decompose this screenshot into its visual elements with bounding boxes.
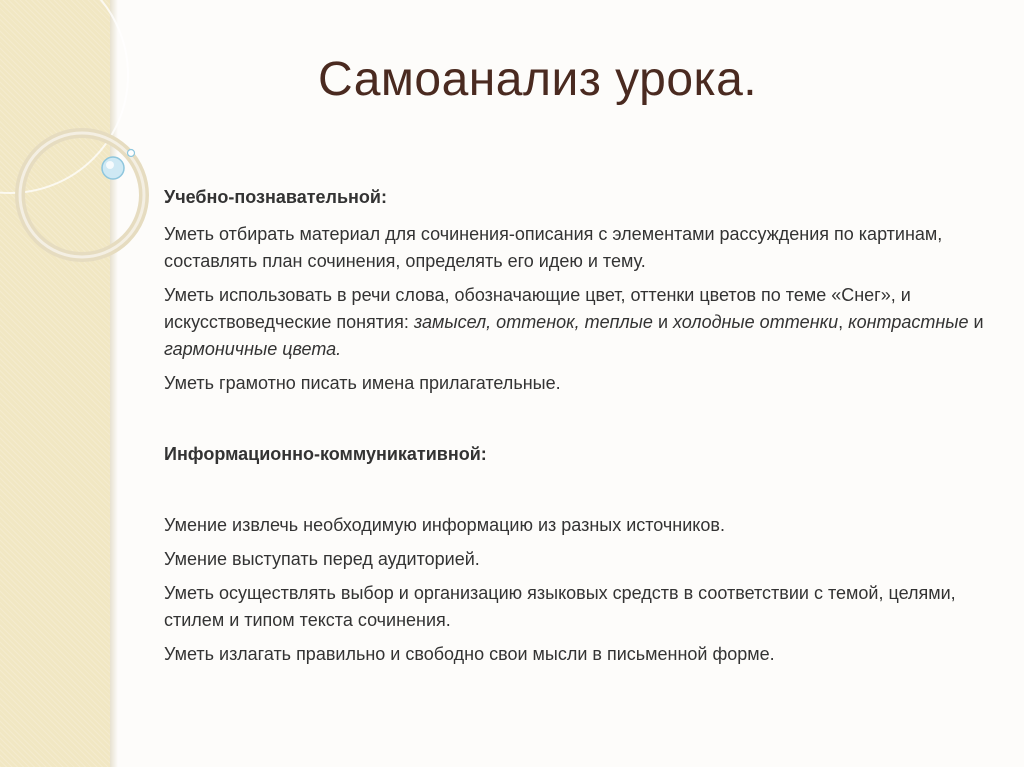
slide-content [164, 184, 984, 668]
paragraph-communicative-2: Умение выступать перед аудиторией. [164, 549, 480, 569]
term-cold-shades: холодные оттенки [673, 312, 839, 332]
paragraph-educational-2-start: Уметь использовать в речи слова, обозначающие цвет, оттенки цветов по теме «Снег», и искусствоведческие понятия: [164, 285, 911, 332]
section-heading-communicative: Информационно-коммуникативной: [164, 444, 487, 464]
paragraph-educational-1: Уметь отбирать материал для сочинения-описания с элементами рассуждения по картинам, составлять план сочинения, определять его идею и тему. [164, 224, 943, 271]
connector-and-2: и [968, 312, 984, 332]
paragraph-communicative-4: Уметь излагать правильно и свободно свои мысли в письменной форме. [164, 644, 775, 664]
paragraph-communicative-3: Уметь осуществлять выбор и организацию языковых средств в соответствии с темой, целями, стилем и типом текста сочинения. [164, 583, 956, 630]
paragraph-educational-3: Уметь грамотно писать имена прилагательные. [164, 373, 561, 393]
slide-title: Самоанализ урока. [318, 53, 758, 106]
section-heading-educational: Учебно-познавательной: [164, 187, 387, 207]
term-concepts: замысел, оттенок, теплые [413, 312, 653, 332]
paragraph-educational-2 [164, 282, 984, 363]
term-harmonious-colors: гармоничные цвета. [164, 339, 342, 359]
connector-and-1: и [652, 312, 673, 332]
term-contrast: контрастные [848, 312, 969, 332]
paragraph-communicative-1: Умение извлечь необходимую информацию из разных источников. [164, 515, 725, 535]
connector-comma: , [838, 312, 849, 332]
